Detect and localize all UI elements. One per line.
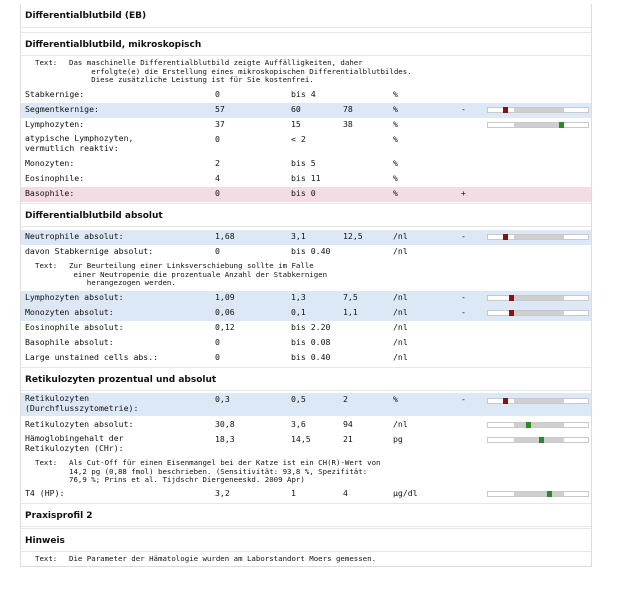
result-flag: - bbox=[461, 231, 466, 241]
result-value: 37 bbox=[215, 119, 225, 129]
result-row-monozyten-absolut bbox=[21, 306, 591, 321]
value-marker bbox=[509, 295, 514, 301]
result-unit: µg/dl bbox=[393, 488, 418, 498]
result-row-basophile-absolut bbox=[21, 336, 591, 351]
result-label: Monozyten: bbox=[25, 158, 75, 168]
result-value: 0 bbox=[215, 337, 220, 347]
result-value: 2 bbox=[215, 158, 220, 168]
reference-high: 78 bbox=[343, 104, 353, 114]
value-marker bbox=[539, 437, 544, 443]
report-title: Differentialblutbild (EB) bbox=[21, 4, 591, 28]
result-value: 0 bbox=[215, 188, 220, 198]
result-value: 0 bbox=[215, 352, 220, 362]
reference-high: 2 bbox=[343, 394, 348, 404]
result-label: Retikulozyten absolut: bbox=[25, 419, 134, 429]
result-row-retikulozyten-absolut bbox=[21, 418, 591, 433]
result-value: 1,68 bbox=[215, 231, 235, 241]
result-unit: % bbox=[393, 188, 398, 198]
result-label: Lymphozyten absolut: bbox=[25, 292, 124, 302]
result-row-hemoglobin-retikulozyten bbox=[21, 433, 591, 456]
reference-low: 0,5 bbox=[291, 394, 306, 404]
reference-range-bar bbox=[487, 234, 589, 240]
value-marker bbox=[503, 107, 508, 113]
result-label: Monozyten absolut: bbox=[25, 307, 114, 317]
reference-low: 15 bbox=[291, 119, 301, 129]
result-unit: % bbox=[393, 104, 398, 114]
value-marker bbox=[526, 422, 531, 428]
value-marker bbox=[503, 398, 508, 404]
reference-low: bis 0.40 bbox=[291, 352, 331, 362]
result-unit: /nl bbox=[393, 292, 408, 302]
result-flag: - bbox=[461, 292, 466, 302]
result-flag: - bbox=[461, 394, 466, 404]
result-row-retikulozyten-prozent bbox=[21, 393, 591, 416]
result-label: davon Stabkernige absolut: bbox=[25, 246, 154, 256]
reference-range-bar bbox=[487, 398, 589, 404]
section-absolut: Differentialblutbild absolut bbox=[21, 203, 591, 227]
note-label: Text: bbox=[35, 58, 58, 67]
result-label: Stabkernige: bbox=[25, 89, 85, 99]
result-unit: /nl bbox=[393, 231, 408, 241]
result-value: 3,2 bbox=[215, 488, 230, 498]
result-unit: /nl bbox=[393, 246, 408, 256]
note-text: Zur Beurteilung einer Linksverschiebung sollte im Falle einer Neutropenie die prozentuale Anzahl der Stabkernigen herangezogen werden. bbox=[69, 261, 328, 288]
reference-low: bis 0.08 bbox=[291, 337, 331, 347]
value-marker bbox=[547, 491, 552, 497]
reference-high: 12,5 bbox=[343, 231, 363, 241]
reference-high: 1,1 bbox=[343, 307, 358, 317]
note-chr bbox=[21, 459, 591, 487]
result-label: Retikulozyten (Durchflusszytometrie): bbox=[25, 393, 139, 413]
section-retikulozyten: Retikulozyten prozentual und absolut bbox=[21, 367, 591, 391]
result-value: 0,06 bbox=[215, 307, 235, 317]
reference-high: 4 bbox=[343, 488, 348, 498]
result-row-lymphozyten bbox=[21, 118, 591, 133]
note-mikroskopisch bbox=[21, 59, 591, 87]
result-label: Neutrophile absolut: bbox=[25, 231, 124, 241]
result-row-monozyten bbox=[21, 157, 591, 172]
result-unit: /nl bbox=[393, 322, 408, 332]
reference-range-bar bbox=[487, 295, 589, 301]
reference-low: bis 4 bbox=[291, 89, 316, 99]
result-unit: /nl bbox=[393, 307, 408, 317]
result-unit: /nl bbox=[393, 352, 408, 362]
reference-range-bar bbox=[487, 422, 589, 428]
result-row-atypische-lymphozyten bbox=[21, 133, 591, 156]
result-value: 4 bbox=[215, 173, 220, 183]
result-unit: /nl bbox=[393, 419, 408, 429]
result-row-neutrophile-absolut bbox=[21, 230, 591, 245]
result-label: T4 (HP): bbox=[25, 488, 65, 498]
note-label: Text: bbox=[35, 554, 58, 563]
note-text: Als Cut-Off für einen Eisenmangel bei der Katze ist ein CH(R)-Wert von 14,2 pg (0,88 fmol) beschrieben. (Sensitivität: 93,8 %, Spezifität: 76,9 %; Prins et al. Tijdschr Diergeneeskd. 2009 Apr) bbox=[69, 458, 381, 485]
reference-low: 14,5 bbox=[291, 434, 311, 444]
reference-low: 1 bbox=[291, 488, 296, 498]
reference-low: 0,1 bbox=[291, 307, 306, 317]
reference-low: bis 0.40 bbox=[291, 246, 331, 256]
result-unit: % bbox=[393, 173, 398, 183]
result-flag: + bbox=[461, 188, 466, 198]
result-value: 18,3 bbox=[215, 434, 235, 444]
note-text: Das maschinelle Differentialblutbild zeigte Auffälligkeiten, daher erfolgte(e) die Erstellung eines mikroskopischen Differentialblutbildes. Diese zusätzliche Leistung ist für Sie kostenfrei. bbox=[69, 58, 412, 85]
value-marker bbox=[503, 234, 508, 240]
result-value: 0 bbox=[215, 134, 220, 144]
note-label: Text: bbox=[35, 458, 58, 467]
result-label: Lymphozyten: bbox=[25, 119, 85, 129]
reference-low: bis 11 bbox=[291, 173, 321, 183]
result-row-lymphozyten-absolut bbox=[21, 291, 591, 306]
result-value: 1,09 bbox=[215, 292, 235, 302]
result-unit: % bbox=[393, 89, 398, 99]
reference-low: bis 5 bbox=[291, 158, 316, 168]
section-praxisprofil: Praxisprofil 2 bbox=[21, 503, 591, 527]
result-unit: % bbox=[393, 134, 398, 144]
reference-low: bis 0 bbox=[291, 188, 316, 198]
reference-range-bar bbox=[487, 107, 589, 113]
result-row-segmentkernige bbox=[21, 103, 591, 118]
result-label: Basophile: bbox=[25, 188, 75, 198]
reference-range-bar bbox=[487, 491, 589, 497]
result-label: Hämoglobingehalt der Retikulozyten (CHr): bbox=[25, 433, 124, 453]
result-label: Large unstained cells abs.: bbox=[25, 352, 159, 362]
note-text: Die Parameter der Hämatologie wurden am Laborstandort Moers gemessen. bbox=[69, 554, 377, 563]
result-value: 57 bbox=[215, 104, 225, 114]
reference-high: 38 bbox=[343, 119, 353, 129]
result-unit: /nl bbox=[393, 337, 408, 347]
value-marker bbox=[509, 310, 514, 316]
result-row-eosinophile-absolut bbox=[21, 321, 591, 336]
result-label: Eosinophile absolut: bbox=[25, 322, 124, 332]
result-value: 0 bbox=[215, 246, 220, 256]
value-marker bbox=[559, 122, 564, 128]
section-hinweis: Hinweis bbox=[21, 528, 591, 552]
reference-range-bar bbox=[487, 437, 589, 443]
result-row-large-unstained-cells bbox=[21, 351, 591, 366]
result-unit: pg bbox=[393, 434, 403, 444]
result-unit: % bbox=[393, 158, 398, 168]
reference-high: 7,5 bbox=[343, 292, 358, 302]
reference-low: 60 bbox=[291, 104, 301, 114]
reference-low: < 2 bbox=[291, 134, 306, 144]
result-label: Basophile absolut: bbox=[25, 337, 114, 347]
note-label: Text: bbox=[35, 261, 58, 270]
result-row-stabkernige bbox=[21, 88, 591, 103]
result-value: 0,12 bbox=[215, 322, 235, 332]
reference-range-bar bbox=[487, 310, 589, 316]
reference-high: 21 bbox=[343, 434, 353, 444]
reference-high: 94 bbox=[343, 419, 353, 429]
note-stabkernige bbox=[21, 262, 591, 290]
note-hinweis bbox=[21, 555, 591, 565]
lab-report bbox=[20, 4, 592, 567]
result-unit: % bbox=[393, 394, 398, 404]
result-flag: - bbox=[461, 307, 466, 317]
section-mikroskopisch: Differentialblutbild, mikroskopisch bbox=[21, 32, 591, 56]
reference-low: bis 2.20 bbox=[291, 322, 331, 332]
result-value: 0 bbox=[215, 89, 220, 99]
result-row-t4 bbox=[21, 487, 591, 502]
result-flag: - bbox=[461, 104, 466, 114]
result-label: Eosinophile: bbox=[25, 173, 85, 183]
reference-low: 3,1 bbox=[291, 231, 306, 241]
result-row-stabkernige-absolut bbox=[21, 245, 591, 260]
reference-range-bar bbox=[487, 122, 589, 128]
result-label: atypische Lymphozyten, vermutlich reaktiv: bbox=[25, 133, 134, 153]
result-value: 30,8 bbox=[215, 419, 235, 429]
reference-low: 1,3 bbox=[291, 292, 306, 302]
result-label: Segmentkernige: bbox=[25, 104, 99, 114]
result-row-basophile bbox=[21, 187, 591, 202]
result-unit: % bbox=[393, 119, 398, 129]
result-value: 0,3 bbox=[215, 394, 230, 404]
result-row-eosinophile bbox=[21, 172, 591, 187]
reference-low: 3,6 bbox=[291, 419, 306, 429]
